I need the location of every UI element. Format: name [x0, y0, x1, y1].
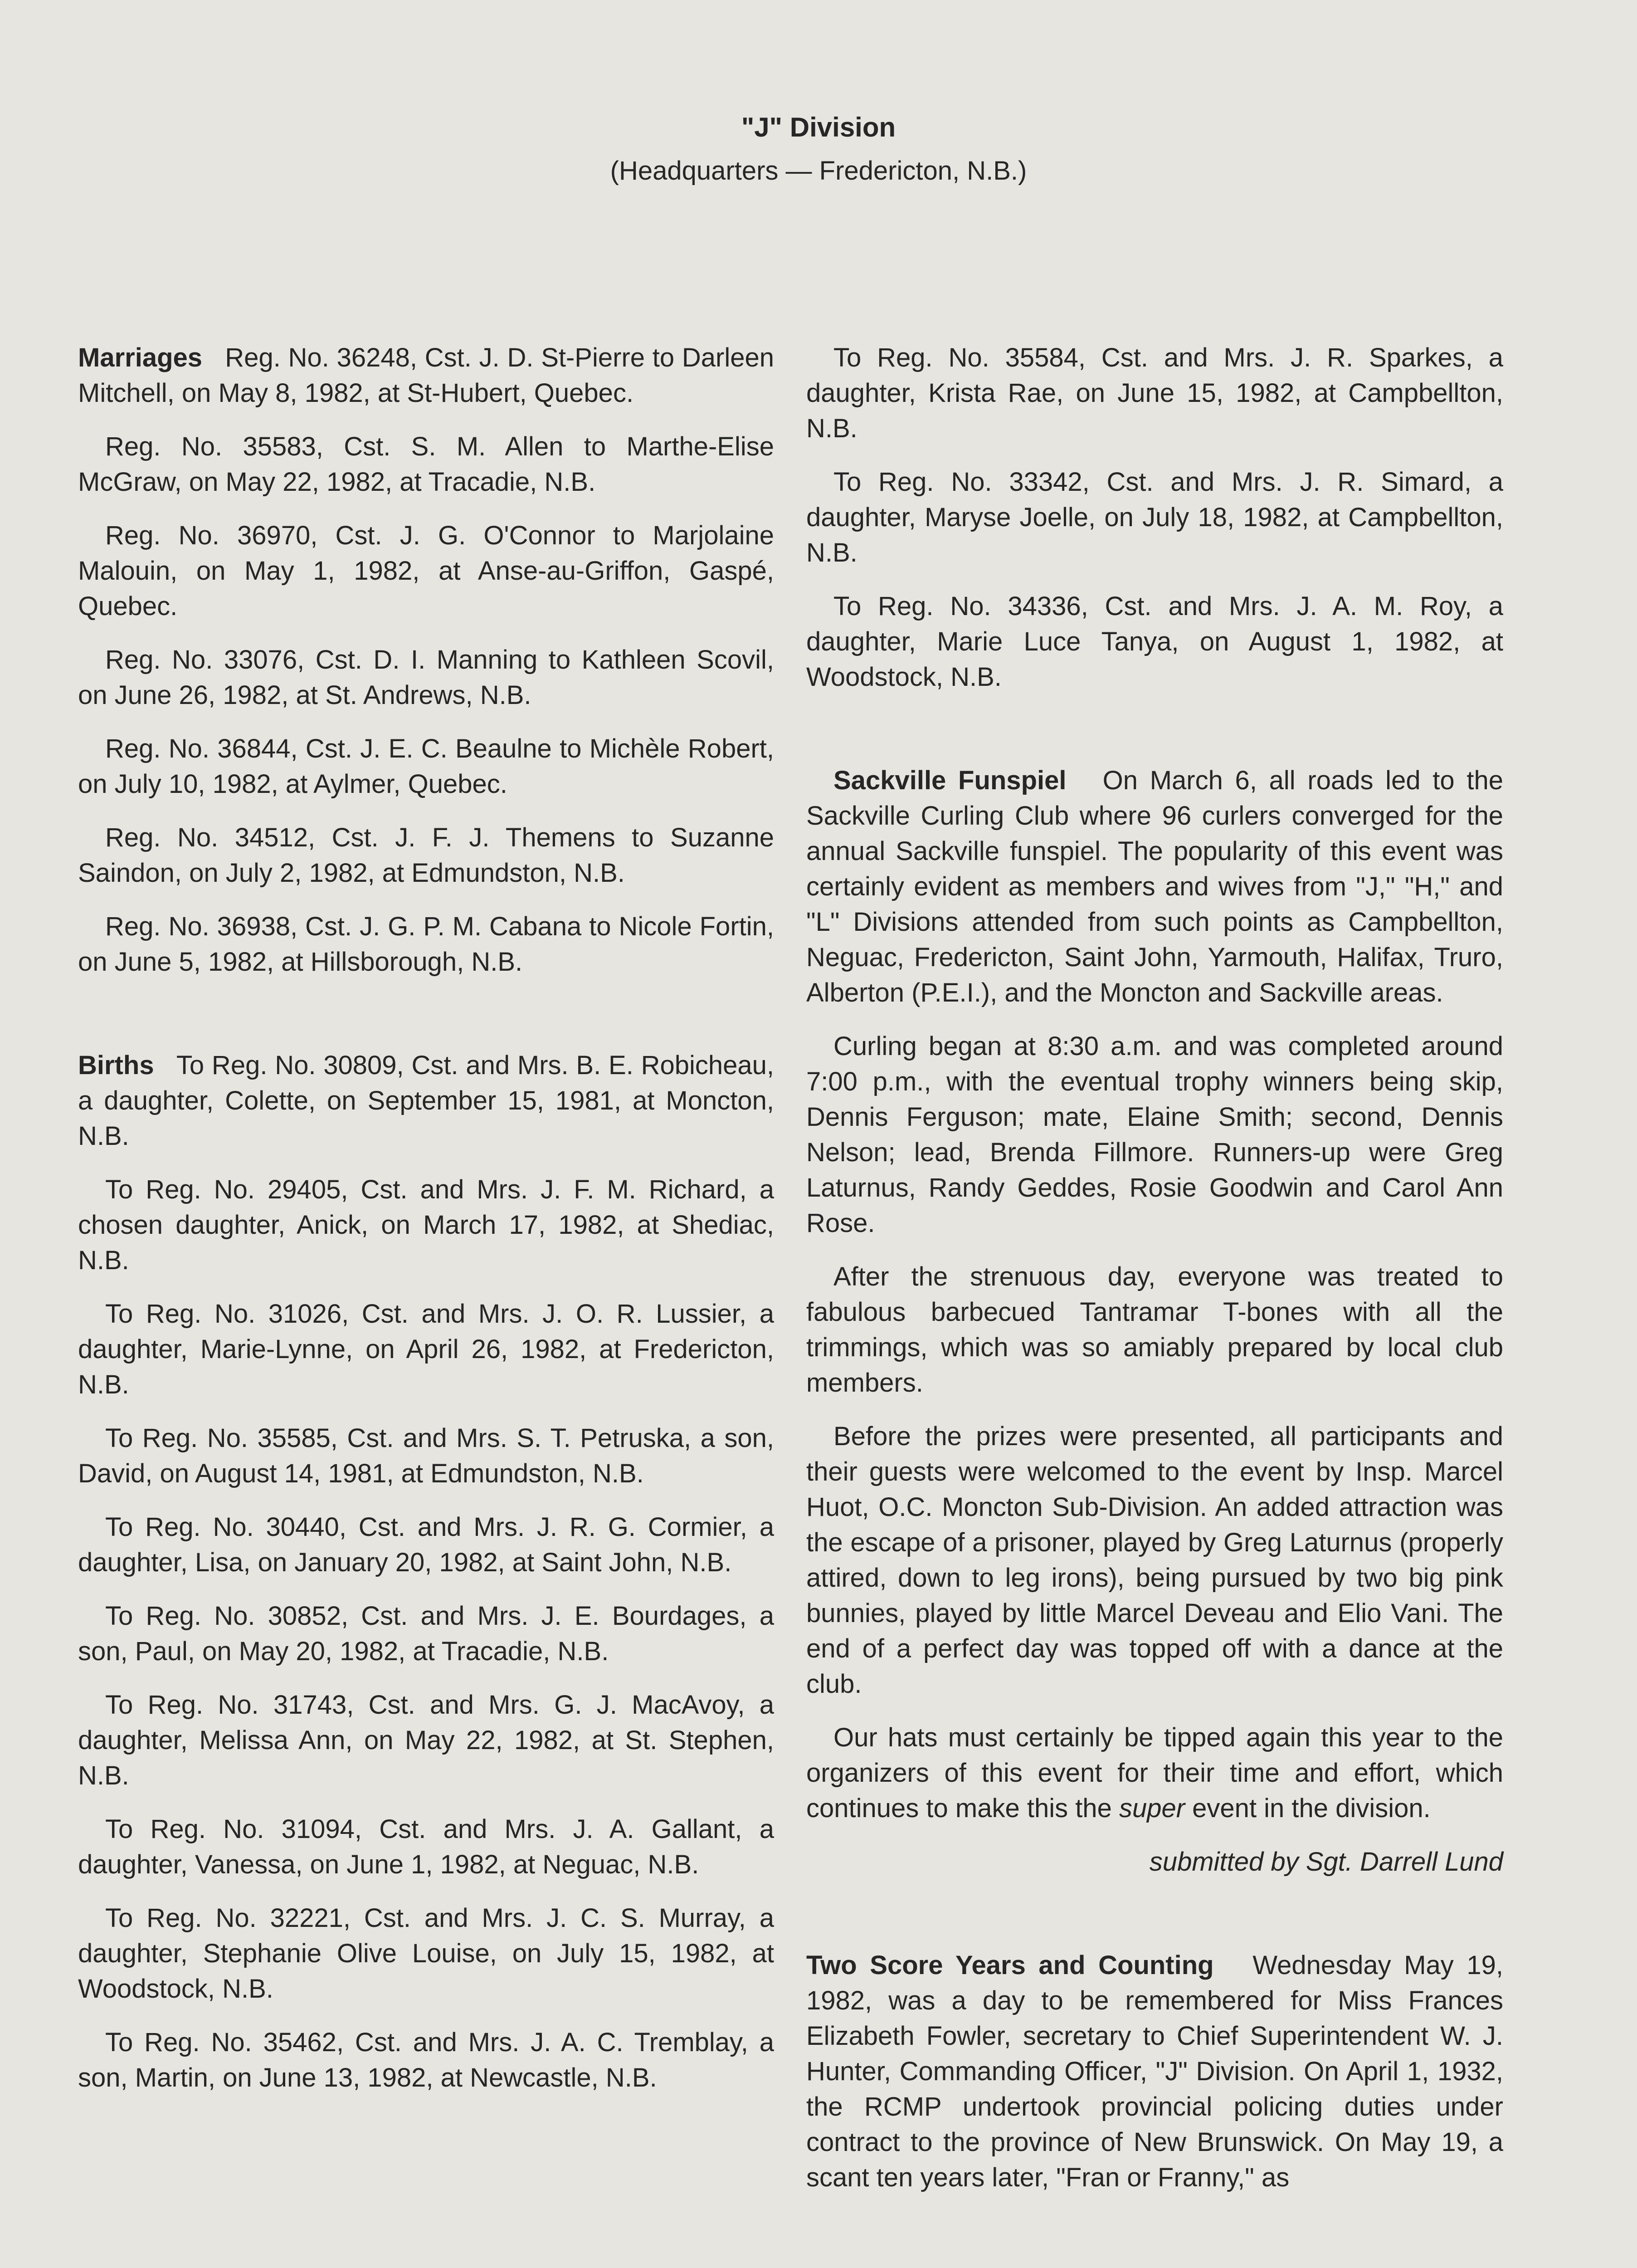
birth-entry: To Reg. No. 29405, Cst. and Mrs. J. F. M. Richard, a chosen daughter, Anick, on March 17, 1982, at Shediac, N.B. [78, 1175, 774, 1275]
left-column [78, 340, 774, 2114]
two-score-heading: Two Score Years and Counting [806, 1950, 1214, 1980]
birth-entry: To Reg. No. 33342, Cst. and Mrs. J. R. Simard, a daughter, Maryse Joelle, on July 18, 1982, at Campbellton, N.B. [806, 467, 1503, 567]
birth-entry: To Reg. No. 32221, Cst. and Mrs. J. C. S. Murray, a daughter, Stephanie Olive Louise, on July 15, 1982, at Woodstock, N.B. [78, 1903, 774, 2004]
marriage-entry: Reg. No. 36844, Cst. J. E. C. Beaulne to Michèle Robert, on July 10, 1982, at Aylmer, Quebec. [78, 734, 774, 799]
marriage-entry: Marriages Reg. No. 36248, Cst. J. D. St-Pierre to Darleen Mitchell, on May 8, 1982, at St-Hubert, Quebec. [78, 343, 775, 408]
birth-entry: To Reg. No. 30440, Cst. and Mrs. J. R. G. Cormier, a daughter, Lisa, on January 20, 1982, at Saint John, N.B. [78, 1512, 774, 1577]
marriage-entry: Reg. No. 36938, Cst. J. G. P. M. Cabana to Nicole Fortin, on June 5, 1982, at Hillsborough, N.B. [78, 912, 774, 977]
two-score-paragraph: Two Score Years and Counting Wednesday May 19, 1982, was a day to be remembered for Miss Frances Elizabeth Fowler, secretary to Chief Superintendent W. J. Hunter, Commanding Officer, "J" Division. On April 1, 1932, the RCMP undertook provincial policing duties under contract to the province of New Brunswick. On May 19, a scant ten years later, "Fran or Franny," as [806, 1950, 1503, 2192]
funspiel-paragraph: Curling began at 8:30 a.m. and was completed around 7:00 p.m., with the eventual trophy winners being skip, Dennis Ferguson; mate, Elaine Smith; second, Dennis Nelson; lead, Brenda Fillmore. Runners-up were Greg Laturnus, Randy Geddes, Rosie Goodwin and Carol Ann Rose. [806, 1031, 1503, 1238]
marriage-entry: Reg. No. 36970, Cst. J. G. O'Connor to Marjolaine Malouin, on May 1, 1982, at Anse-au-Griffon, Gaspé, Quebec. [78, 521, 774, 621]
birth-entry: To Reg. No. 34336, Cst. and Mrs. J. A. M. Roy, a daughter, Marie Luce Tanya, on August 1, 1982, at Woodstock, N.B. [806, 591, 1503, 692]
birth-entry: To Reg. No. 31743, Cst. and Mrs. G. J. MacAvoy, a daughter, Melissa Ann, on May 22, 1982, at St. Stephen, N.B. [78, 1690, 774, 1790]
page-title: "J" Division [741, 112, 896, 142]
right-column [806, 340, 1503, 2214]
birth-entry: Births To Reg. No. 30809, Cst. and Mrs. B. E. Robicheau, a daughter, Colette, on September 15, 1981, at Moncton, N.B. [78, 1051, 775, 1151]
birth-entry: To Reg. No. 35462, Cst. and Mrs. J. A. C. Tremblay, a son, Martin, on June 13, 1982, at Newcastle, N.B. [78, 2028, 774, 2092]
marriage-entry: Reg. No. 33076, Cst. D. I. Manning to Kathleen Scovil, on June 26, 1982, at St. Andrews, N.B. [78, 645, 774, 710]
page-header [0, 107, 1637, 191]
section-spacer [806, 713, 1503, 763]
funspiel-paragraph: Our hats must certainly be tipped again this year to the organizers of this event for their time and effort, which continues to make this the super event in the division. [806, 1723, 1503, 1823]
birth-entry: To Reg. No. 35584, Cst. and Mrs. J. R. Sparkes, a daughter, Krista Rae, on June 15, 1982, at Campbellton, N.B. [806, 343, 1503, 443]
funspiel-paragraph: Sackville Funspiel On March 6, all roads led to the Sackville Curling Club where 96 curlers converged for the annual Sackville funspiel. The popularity of this event was certainly evident as members and wives from "J," "H," and "L" Divisions attended from such points as Campbellton, Neguac, Fredericton, Saint John, Yarmouth, Halifax, Truro, Alberton (P.E.I.), and the Moncton and Sackville areas. [806, 766, 1503, 1007]
marriage-entry: Reg. No. 35583, Cst. S. M. Allen to Marthe-Elise McGraw, on May 22, 1982, at Tracadie, N.B. [78, 432, 774, 497]
births-heading: Births [78, 1051, 154, 1080]
byline: submitted by Sgt. Darrell Lund [1149, 1847, 1503, 1877]
funspiel-paragraph: After the strenuous day, everyone was treated to fabulous barbecued Tantramar T-bones with all the trimmings, which was so amiably prepared by local club members. [806, 1262, 1503, 1398]
birth-entry: To Reg. No. 31094, Cst. and Mrs. J. A. Gallant, a daughter, Vanessa, on June 1, 1982, at Neguac, N.B. [78, 1814, 774, 1879]
marriage-entry: Reg. No. 34512, Cst. J. F. J. Themens to Suzanne Saindon, on July 2, 1982, at Edmundston, N.B. [78, 823, 774, 888]
birth-entry: To Reg. No. 35585, Cst. and Mrs. S. T. Petruska, a son, David, on August 14, 1981, at Edmundston, N.B. [78, 1423, 774, 1488]
marriages-heading: Marriages [78, 343, 203, 372]
section-spacer [806, 1898, 1503, 1948]
birth-entry: To Reg. No. 30852, Cst. and Mrs. J. E. Bourdages, a son, Paul, on May 20, 1982, at Tracadie, N.B. [78, 1601, 774, 1666]
section-spacer [78, 998, 774, 1048]
birth-entry: To Reg. No. 31026, Cst. and Mrs. J. O. R. Lussier, a daughter, Marie-Lynne, on April 26, 1982, at Fredericton, N.B. [78, 1299, 774, 1399]
page-subtitle: (Headquarters — Fredericton, N.B.) [610, 156, 1027, 186]
funspiel-heading: Sackville Funspiel [833, 766, 1067, 795]
funspiel-paragraph: Before the prizes were presented, all participants and their guests were welcomed to the event by Insp. Marcel Huot, O.C. Moncton Sub-Division. An added attraction was the escape of a prisoner, played by Greg Laturnus (properly attired, down to leg irons), being pursued by two big pink bunnies, played by little Marcel Deveau and Elio Vani. The end of a perfect day was topped off with a dance at the club. [806, 1422, 1503, 1699]
